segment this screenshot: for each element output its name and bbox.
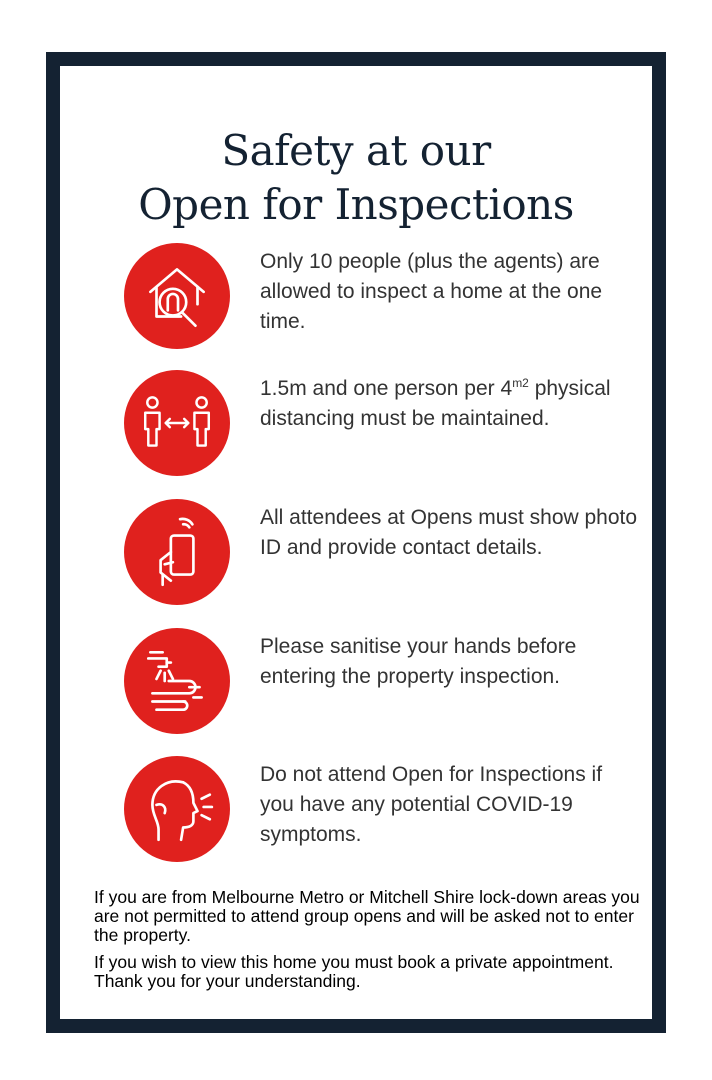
house-search-icon <box>124 243 230 349</box>
sneeze-symptoms-icon <box>124 756 230 862</box>
rule-text-rest: physical distancing must be maintained. <box>260 377 611 430</box>
distancing-people-icon <box>124 370 230 476</box>
phone-id-icon <box>124 499 230 605</box>
rule-text <box>260 374 640 434</box>
rule-text: Please sanitise your hands before entering the property inspection. <box>260 635 577 688</box>
footer-paragraph-2: If you wish to view this home you must book a private appointment. Thank you for your understanding. <box>94 952 614 991</box>
rule-item <box>60 243 652 353</box>
footer-notice <box>94 888 649 999</box>
rule-text: All attendees at Opens must show photo ID and provide contact details. <box>260 506 638 559</box>
rule-item <box>60 628 652 738</box>
rule-text: Do not attend Open for Inspections if you have any potential COVID-19 symptoms. <box>260 763 603 846</box>
rule-text-main: 1.5m and one person per 4 <box>260 377 513 400</box>
title-line-2: Open for Inspections <box>138 180 574 229</box>
hand-sanitise-icon <box>124 628 230 734</box>
rule-item <box>60 499 652 609</box>
title-line-1: Safety at our <box>221 126 491 175</box>
rule-text-superscript: m2 <box>512 376 529 390</box>
footer-paragraph-1: If you are from Melbourne Metro or Mitchell Shire lock-down areas you are not permitted to attend group opens and will be asked not to enter the property. <box>94 887 640 945</box>
rules-list <box>60 66 652 1019</box>
rule-item <box>60 756 652 866</box>
rule-item <box>60 370 652 480</box>
notice-frame <box>46 52 666 1033</box>
rule-text: Only 10 people (plus the agents) are allowed to inspect a home at the one time. <box>260 250 603 333</box>
